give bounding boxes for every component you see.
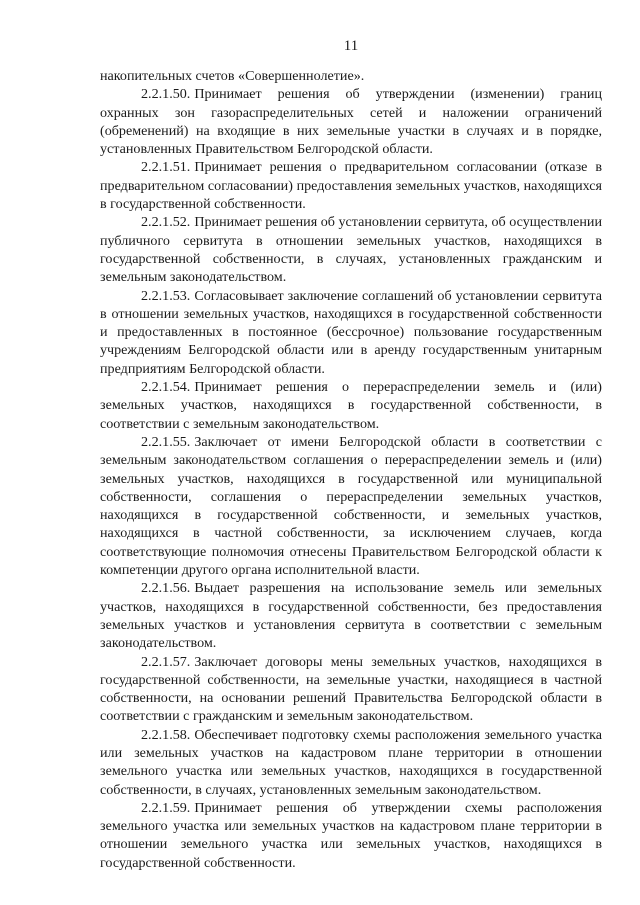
paragraph-text: накопительных счетов «Совершеннолетие».: [100, 68, 365, 84]
clause-number: 2.2.1.53.: [141, 287, 191, 304]
clause-text: Заключает от имени Белгородской области в соответствии с земельным законодательством соглашения о перераспределении земель и (или) земельных участков, находящихся в государственной или муниципальной собственности, соглашения о перераспределении земельных участков, находящихся в государственной собственности, и земельных участков, находящихся в частной собственности, за исключением случаев, когда соответствующие полномочия отнесены Правительством Белгородской области к компетенции другого органа исполнительной власти.: [100, 433, 602, 579]
clause-number: 2.2.1.54.: [141, 379, 191, 396]
clause-number: 2.2.1.51.: [141, 159, 191, 176]
clause-text: Принимает решения о предварительном согласовании (отказе в предварительном согласовании) предоставления земельных участков, находящихся в государственной собственности.: [100, 159, 602, 213]
clause-number: 2.2.1.58.: [141, 726, 191, 743]
clause-2-2-1-57: [100, 653, 602, 726]
clause-2-2-1-59: [100, 799, 602, 872]
clause-number: 2.2.1.56.: [141, 580, 191, 597]
clause-text: Принимает решения об установлении сервитута, об осуществлении публичного сервитута в отношении земельных участков, находящихся в государственной собственности, в случаях, установленных гражданским и земельным законодательством.: [100, 214, 602, 286]
clause-2-2-1-53: [100, 287, 602, 378]
clause-2-2-1-50: [100, 85, 602, 158]
clause-text: Обеспечивает подготовку схемы расположения земельного участка или земельных участков на кадастровом плане территории в отношении земельного участка или земельных участков, находящихся в государственной собственности, в случаях, установленных земельным законодательством.: [100, 726, 602, 798]
clause-2-2-1-55: [100, 433, 602, 579]
clause-text: Принимает решения о перераспределении земель и (или) земельных участков, находящихся в государственной собственности, в соответствии с земельным законодательством.: [100, 379, 602, 432]
clause-number: 2.2.1.52.: [141, 214, 191, 231]
paragraph-continuation: [100, 67, 602, 85]
clause-2-2-1-58: [100, 726, 602, 799]
clause-text: Заключает договоры мены земельных участков, находящихся в государственной собственности, на земельные участки, находящиеся в частной собственности, на основании решений Правительства Белгородской области в соответствии с гражданским и земельным законодательством.: [100, 653, 602, 725]
document-body: [100, 67, 602, 872]
clause-number: 2.2.1.55.: [141, 433, 191, 450]
clause-number: 2.2.1.57.: [141, 653, 191, 670]
clause-text: Согласовывает заключение соглашений об установлении сервитута в отношении земельных участков, находящихся в государственной собственности и предоставленных в постоянное (бессрочное) пользование государственным учреждениям Белгородской области или в аренду государственным унитарным предприятиям Белгородской области.: [100, 287, 602, 377]
clause-number: 2.2.1.50.: [141, 86, 191, 103]
clause-2-2-1-52: [100, 213, 602, 286]
clause-2-2-1-51: [100, 158, 602, 213]
page-number: 11: [343, 38, 359, 54]
clause-text: Выдает разрешения на использование земель или земельных участков, находящихся в государственной собственности, без предоставления земельных участков и установления сервитута в соответствии с земельным законодательством.: [100, 580, 602, 652]
clause-2-2-1-54: [100, 378, 602, 433]
clause-text: Принимает решения об утверждении (изменении) границ охранных зон газораспределительных сетей и наложении ограничений (обременений) на входящие в них земельные участки в случаях и в порядке, установленных Правительством Белгородской области.: [100, 86, 602, 158]
clause-number: 2.2.1.59.: [141, 799, 191, 816]
clause-text: Принимает решения об утверждении схемы расположения земельного участка или земельных участков на кадастровом плане территории в отношении земельного участка или земельных участков, находящихся в государственной собственности.: [100, 799, 602, 871]
clause-2-2-1-56: [100, 579, 602, 652]
